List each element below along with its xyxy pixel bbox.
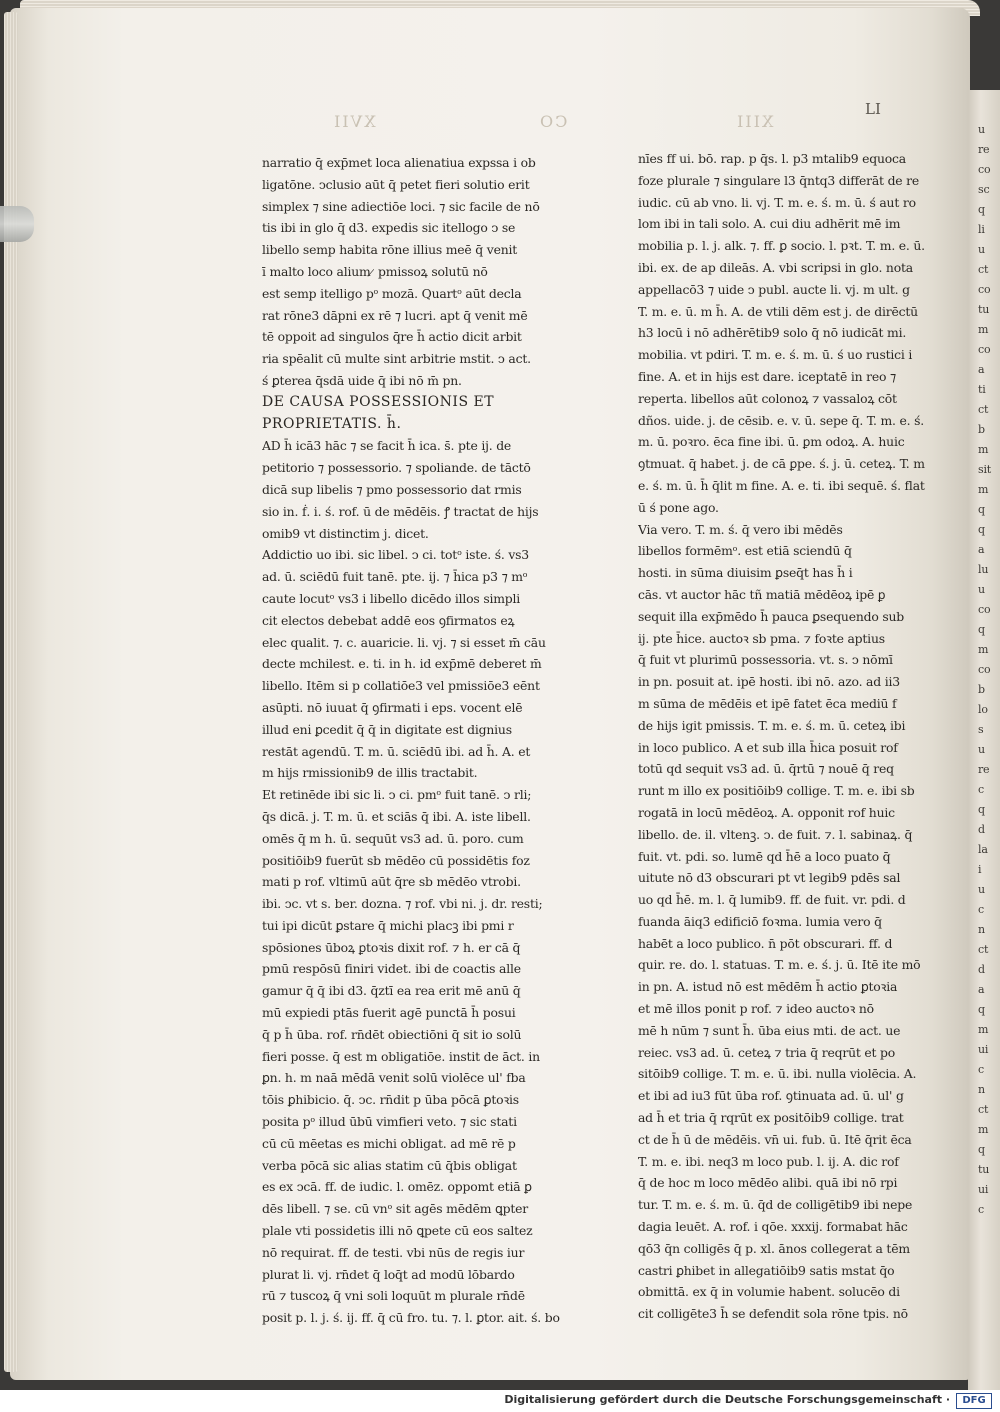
text-line: appellacō3 ⁊ uide ↄ publ. aucte li. vj. m ult. g (638, 281, 910, 297)
text-line: hosti. in sūma diuisim ꝑseq̄t has h̄ i (638, 565, 853, 581)
text-line: narratio q̄ exp̄met loca alienatiua expssa i ob (262, 155, 536, 170)
text-line: tu (978, 1163, 990, 1176)
text-line: q (978, 203, 985, 216)
text-line: uitute nō d3 obscurari pt vt legib9 pdēs sal (638, 870, 901, 886)
text-line: q (978, 1143, 985, 1156)
text-line: caute locutᵒ vs3 i libello dicēdo illos simpli (262, 590, 521, 606)
text-line: iudic. cū ab vno. li. vj. T. m. e. ś. m. ū. ś aut ro (638, 194, 916, 210)
text-line: q̄ fuit vt plurimū possessoria. vt. s. ↄ nōmī (638, 652, 893, 668)
text-line: c (978, 903, 984, 916)
text-line: q (978, 623, 985, 636)
text-line: ligatōne. ↄclusio aūt q̄ petet fieri solutio erit (262, 176, 530, 192)
mirrored-heading-right: XIII (735, 112, 774, 131)
dfg-logo: DFG (956, 1393, 992, 1409)
text-line: lom ibi in tali solo. A. cui diu adhērit mē im (638, 216, 901, 232)
text-line: nō requirat. ff. de testi. vbi nūs de regis iur (262, 1244, 525, 1260)
text-line: libello. de. il. vltenꝫ. ↄ. de fuit. ⁊. l. sabinaꝝ. q̄ (638, 826, 913, 842)
text-line: q (978, 803, 985, 816)
text-line: b (978, 423, 985, 436)
text-line: gamur q̄ q̄ ibi d3. q̄ztī ea rea erit mē anū q̄ (262, 983, 521, 999)
text-line: decte mchilest. e. ti. in h. id exp̄mē deberet m̄ (262, 656, 542, 672)
text-line: reiec. vs3 ad. ū. ceteꝝ ⁊ tria q̄ reqrūt et po (638, 1044, 896, 1060)
text-line: co (978, 663, 991, 676)
text-line: d (978, 823, 985, 836)
text-line: c (978, 1203, 984, 1216)
text-line: cās. vt auctor hāc tñ matiā mēdēoꝝ ipē ꝑ (638, 586, 886, 602)
text-line: simplex ⁊ sine adiectiōe loci. ⁊ sic facile de nō (262, 198, 540, 214)
text-line: obmittā. ex q̄ in volumie habent. solucēo di (638, 1284, 900, 1300)
text-line: libello semp habita rōne illius meē q̄ venit (262, 242, 518, 258)
text-line: plale vti possidetis illi nō ꝗpete cū eos saltez (262, 1223, 533, 1239)
funding-credit: Digitalisierung gefördert durch die Deutsche Forschungsgemeinschaft · (504, 1393, 950, 1406)
text-line: fuanda āiq3 edificiō foꝛma. lumia vero q̄ (638, 913, 882, 929)
text-line: qō3 q̄n colligēs q̄ p. xl. ānos collegerat a tēm (638, 1240, 910, 1256)
text-line: tui ipi dicūt ꝑstare q̄ michi placꝫ ibi pmi r (262, 917, 514, 933)
text-line: dagia leuēt. A. rof. i qōe. xxxij. formabat hāc (638, 1219, 908, 1235)
text-line: in pn. A. istud nō est mēdēm h̄ actio ꝑtoꝛia (638, 979, 898, 995)
text-line: ꝯtmuat. q̄ habet. j. de cā ꝑpe. ś. j. ū. ceteꝝ. T. m (638, 456, 925, 472)
text-line: foze plurale ⁊ singulare l3 q̄ntq3 differāt de re (638, 172, 920, 188)
text-line: rogatā in locū mēdēoꝝ. A. opponit rof huic (638, 804, 895, 820)
text-line: tē oppoit ad singulos q̄re h̄ actio dicit arbit (262, 329, 522, 345)
text-line: et mē illos ponit p rof. ⁊ ideo auctoꝛ nō (638, 1001, 874, 1017)
text-line: ct (978, 403, 989, 416)
text-line: d (978, 963, 985, 976)
text-line: es ex ↄcā. ff. de iudic. l. omēz. oppomt etiā ꝑ (262, 1179, 532, 1195)
text-line: posita pᵒ illud ūbū vimfieri veto. ⁊ sic stati (262, 1114, 517, 1130)
text-line: fuit. vt. pdi. so. lumē qd h̄ē a loco puato q̄ (638, 848, 891, 864)
text-line: rū ⁊ tuscoꝝ q̄ vni soli loquūt m plurale rn̄dē (262, 1288, 525, 1304)
text-line: q (978, 523, 985, 536)
text-line: lo (978, 703, 988, 716)
text-line: q (978, 503, 985, 516)
text-line: fine. A. et in hijs est dare. iceptatē in reo ⁊ (638, 368, 896, 384)
text-line: posit p. l. j. ś. ij. ff. q̄ cū fro. tu. ⁊. l. ꝑtor. ait. ś. bo (262, 1310, 560, 1326)
text-line: runt m illo ex positiōib9 collige. T. m. e. ibi sb (638, 783, 915, 799)
text-line: ti (978, 383, 986, 396)
text-line: u (978, 583, 985, 596)
text-line: m (978, 1023, 989, 1036)
text-line: mobilia p. l. j. alk. ⁊. ff. ꝑ socio. l. pꝛt. T. m. e. ū. (638, 238, 925, 254)
text-line: h3 locū i nō adhērētib9 solo q̄ nō iudicāt mi. (638, 325, 907, 341)
text-line: n (978, 1083, 985, 1096)
text-line: sio in. ḟ. i. ś. rof. ū de mēdēis. ꝭ tractat de hijs (262, 503, 539, 519)
text-line: q̄s dicā. j. T. m. ū. et sciās q̄ ibi. A. iste libell. (262, 808, 531, 824)
text-line: cit electos debebat addē eos ꝯfirmatos eꝝ (262, 612, 515, 628)
text-line: ī malto loco alium ̷ pmissoꝝ solutū nō (262, 263, 488, 279)
text-line: b (978, 683, 985, 696)
text-line: u (978, 743, 985, 756)
text-line: uo qd h̄ē. m. l. q̄ lumib9. ff. de fuit. vr. pdi. d (638, 892, 906, 908)
text-line: m (978, 443, 989, 456)
text-line: li (978, 223, 985, 236)
text-line: verba pōcā sic alias statim cū q̄bis obligat (262, 1157, 517, 1173)
text-line: co (978, 343, 991, 356)
text-line: fieri posse. q̄ est m obligatiōe. instit de āct. in (262, 1048, 540, 1064)
text-line: i (978, 863, 982, 876)
text-line: ū ś pone ago. (638, 499, 719, 515)
text-line: in loco publico. A et sub illa h̄ica posuit rof (638, 739, 898, 755)
text-line: m (978, 1123, 989, 1136)
text-line: n (978, 923, 985, 936)
text-line: q̄ de hoc m loco mēdēo alibi. quā ibi nō rpi (638, 1175, 898, 1191)
text-line: libello. Itēm si p collatiōe3 vel pmissiōe3 eēnt (262, 678, 540, 694)
text-line: c (978, 1063, 984, 1076)
text-line: s (978, 723, 984, 736)
text-line: m (978, 643, 989, 656)
text-line: la (978, 843, 988, 856)
text-line: castri ꝑhibet in allegatiōib9 satis mstat q̄o (638, 1262, 895, 1278)
page-clip (0, 206, 34, 242)
text-line: co (978, 283, 991, 296)
text-line: ad h̄ et tria q̄ rqrūt ex positōib9 collige. trat (638, 1110, 904, 1126)
text-line: u (978, 123, 985, 136)
text-line: ꝑn. h. m naā mēdā venit solū violēce ul' fba (262, 1070, 526, 1086)
text-line: elec qualit. ⁊. c. auaricie. li. vj. ⁊ si esset m̄ cāu (262, 634, 546, 650)
text-line: sc (978, 183, 990, 196)
text-line: sequit illa exp̄mēdo h̄ pauca ꝑsequendo sub (638, 608, 905, 624)
mirrored-heading-mid: CO (538, 112, 568, 131)
text-line: ct (978, 1103, 989, 1116)
text-line: ibi. ↄc. vt s. ber. dozna. ⁊ rof. vbi ni. j. dr. resti; (262, 896, 543, 912)
text-line: ct de h̄ ū de mēdēis. vn̄ ui. fub. ū. Itē q̄rit ēca (638, 1131, 912, 1147)
text-line: re (978, 143, 990, 156)
text-line: quir. re. do. l. statuas. T. m. e. ś. j. ū. Itē ite mō (638, 957, 921, 973)
text-line: tu (978, 303, 990, 316)
text-line: ad. ū. sciēdū fuit tanē. pte. ij. ⁊ h̄ica p3 ⁊ mᵒ (262, 569, 528, 585)
text-line: ct (978, 943, 989, 956)
text-line: a (978, 363, 985, 376)
text-line: m hijs rmissionib9 de illis tractabit. (262, 765, 478, 781)
left-text-column (262, 152, 582, 1329)
text-line: T. m. e. ū. m h̄. A. de vtili dēm est j. de dirēctū (638, 303, 918, 319)
text-line: habēt a loco publico. n̄ pōt obscurari. ff. d (638, 935, 893, 951)
folio-number: LI (865, 100, 881, 118)
text-line: DE CAUSA POSSESSIONIS ET (262, 393, 495, 410)
text-line: cit colligēte3 h̄ se defendit sola rōne tpis. nō (638, 1306, 908, 1322)
text-line: plurat li. vj. rn̄det q̄ loq̄t ad modū lōbardo (262, 1266, 515, 1282)
text-line: mobilia. vt pdiri. T. m. e. ś. m. ū. ś uo rustici i (638, 347, 913, 363)
text-line: totū qd sequit vs3 ad. ū. q̄rtū ⁊ nouē q̄ req (638, 761, 894, 777)
text-line: m sūma de mēdēis et ipē fatet ēca mediū f (638, 695, 897, 711)
text-line: PROPRIETATIS. h̄. (262, 415, 402, 432)
text-line: e. ś. m. ū. h̄ q̄lit m fine. A. e. ti. ibi sequē. ś. flat (638, 477, 925, 493)
text-line: a (978, 983, 985, 996)
text-line: c (978, 783, 984, 796)
text-line: tis ibi in glo q̄ d3. expedi̇s sic itellogo ↄ se (262, 220, 516, 236)
text-line: nīes ff ui. bō. rap. p q̄s. l. p3 mtalib9 equoca (638, 151, 906, 166)
text-line: omēs q̄ m h. ū. sequūt vs3 ad. ū. poro. cum (262, 830, 524, 846)
text-line: libellos formēmᵒ. est etiā sciendū q̄ (638, 543, 852, 559)
text-line: Addictio uo ibi. sic libel. ↄ ci. totᵒ iste. ś. vs3 (262, 547, 529, 563)
mirrored-heading-left: XVII (332, 112, 376, 131)
text-line: est semp itelligo pᵒ mozā. Quartᵒ aūt decla (262, 285, 522, 301)
text-line: m. ū. poꝛro. ēca fine ibi. ū. ꝑm odoꝝ. A. huic (638, 434, 905, 450)
text-line: de hijs igit pmissis. T. m. e. ś. m. ū. ceteꝝ ibi (638, 717, 906, 733)
text-line: co (978, 163, 991, 176)
text-line: re (978, 763, 990, 776)
text-line: sit (978, 463, 991, 476)
text-line: spōsiones ūboꝝ ꝑtoꝛis dixit rof. ⁊ h. er cā q̄ (262, 939, 521, 955)
text-line: T. m. e. ibi. neq3 m loco pub. l. ij. A. dic rof (638, 1153, 899, 1169)
text-line: restāt agendū. T. m. ū. sciēdū ibi. ad h̄. A. et (262, 743, 531, 759)
text-line: ui (978, 1183, 989, 1196)
text-line: positiōib9 fuerūt sb mēdēo cū possidētis foz (262, 852, 530, 868)
text-line: u (978, 243, 985, 256)
text-line: tur. T. m. e. ś. m. ū. q̄d de colligētib9 ibi nepe (638, 1197, 913, 1213)
text-line: petitorio ⁊ possessorio. ⁊ spoliande. de tāctō (262, 460, 531, 476)
text-line: cū cū mēetas es michi obligat. ad mē rē p (262, 1135, 516, 1151)
text-line: et ibi ad iu3 fūt ūba rof. ꝯtinuata ad. ū. ul' g (638, 1088, 904, 1104)
text-line: Via vero. T. m. ś. q̄ vero ibi mēdēs (638, 521, 843, 537)
text-line: q̄ p h̄ ūba. rof. rn̄dēt obiectiōni q̄ sit io solū (262, 1026, 522, 1042)
text-line: Et retinēde ibi sic li. ↄ ci. pmᵒ fuit tanē. ↄ rli; (262, 787, 532, 803)
text-line: dēs libell. ⁊ se. cū vnᵒ sit agēs mēdēm ꝗpter (262, 1201, 529, 1217)
text-line: ct (978, 263, 989, 276)
text-line: co (978, 603, 991, 616)
text-line: reperta. libellos aūt colonoꝝ ⁊ vassaloꝝ cōt (638, 390, 897, 406)
text-line: a (978, 543, 985, 556)
text-line: ibi. ex. de ap dileās. A. vbi scripsi in glo. nota (638, 259, 913, 275)
text-line: illud eni̇ ꝑcedit q̄ q̄ in digitate est dignius (262, 721, 512, 737)
text-line: ij. pte h̄ice. auctoꝛ sb pma. ⁊ foꝛte aptius (638, 630, 885, 646)
facing-page-edge-text (978, 120, 1000, 1220)
text-line: omib9 vt distinctim j. dicet. (262, 525, 429, 541)
text-line: asūpti. nō iuuat q̄ ꝯfirmati i eps. vocent elē (262, 699, 523, 715)
text-line: in pn. posuit at. ipē hosti. ibi nō. azo. ad ii3 (638, 674, 900, 690)
text-line: ś ꝑterea q̄sdā uide q̄ ibi nō m̄ pn. (262, 372, 462, 388)
text-line: mē h nūm ⁊ sunt h̄. ūba eius mti. de act. ue (638, 1022, 901, 1038)
text-line: ui (978, 1043, 989, 1056)
text-line: q (978, 1003, 985, 1016)
text-line: dicā sup libelis ⁊ pmo possessorio dat rmis (262, 481, 522, 497)
text-line: mati p rof. vltimū aūt q̄re sb mēdēo vtrobi. (262, 874, 521, 890)
text-line: AD h̄ icā3 hāc ⁊ se facit h̄ ica. s̄. pte ij. de (262, 438, 512, 454)
text-line: m (978, 323, 989, 336)
text-line: m (978, 483, 989, 496)
text-line: tōis ꝑhibicio. q̄. ↄc. rn̄dit p ūba pōcā ꝑtoꝛis (262, 1092, 519, 1108)
text-line: pmū respōsū finiri videt. ibi de coactis alle (262, 961, 521, 977)
text-line: sitōib9 collige. T. m. e. ū. ibi. nulla violēcia. A. (638, 1066, 917, 1082)
text-line: rat rōne3 dāpni ex rē ⁊ lucri. apt q̄ venit mē (262, 307, 528, 323)
text-line: mū expiedi ptās fuerit agē punctā h̄ posui (262, 1005, 516, 1021)
right-text-column (638, 148, 968, 1325)
text-line: ria spēalit cū multe sint arbitrie mstit. ↄ act. (262, 351, 531, 367)
text-line: dños. uide. j. de cēsib. e. v. ū. sepe q̄. T. m. e. ś. (638, 412, 925, 428)
text-line: u (978, 883, 985, 896)
text-line: lu (978, 563, 989, 576)
